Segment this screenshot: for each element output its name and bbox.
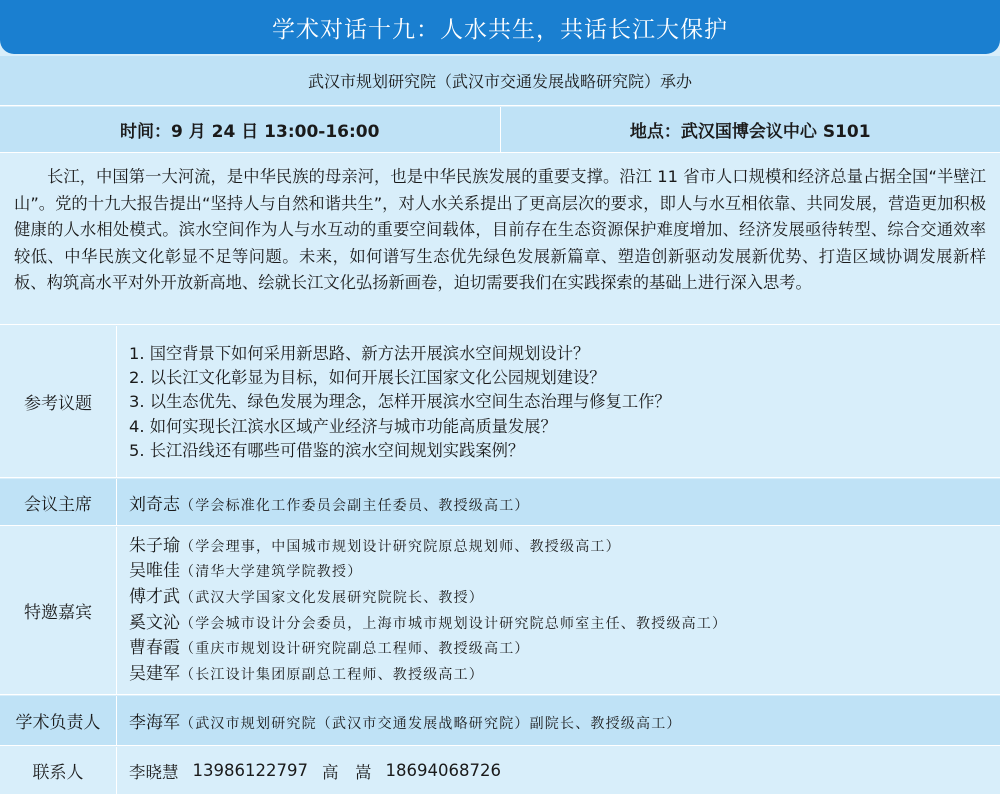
- contact-label: 联系人: [0, 747, 117, 794]
- organizer-line: 武汉市规划研究院（武汉市交通发展战略研究院）承办: [0, 56, 1000, 106]
- topics-row: [0, 326, 1000, 478]
- guest-entry: [129, 534, 1000, 560]
- chair-entry: [129, 490, 1000, 515]
- contact-person: 高 嵩: [321, 762, 372, 782]
- topic-item: 1. 国空背景下如何采用新思路、新方法开展滨水空间规划设计？: [129, 343, 590, 363]
- guest-entry: [129, 662, 1000, 688]
- topic-item: 2. 以长江文化彰显为目标，如何开展长江国家文化公园规划建设？: [129, 368, 606, 388]
- guest-name: 奚文沁: [129, 612, 180, 633]
- guest-entry: [129, 636, 1000, 662]
- lead-label: 学术负责人: [0, 696, 117, 745]
- event-location: 地点：武汉国博会议中心 S101: [500, 107, 1000, 152]
- contact-person: 李晓慧: [129, 762, 179, 782]
- guest-desc: （长江设计集团原副总工程师、教授级高工）: [180, 666, 484, 683]
- academic-lead-row: [0, 696, 1000, 746]
- guest-entry: [129, 585, 1000, 611]
- chair-label: 会议主席: [0, 479, 117, 525]
- chair-desc: （学会标准化工作委员会副主任委员、教授级高工）: [180, 497, 530, 514]
- guests-label: 特邀嘉宾: [0, 527, 117, 694]
- chair-row: [0, 479, 1000, 526]
- guest-desc: （武汉大学国家文化发展研究院院长、教授）: [180, 589, 484, 606]
- topic-item: 4. 如何实现长江滨水区域产业经济与城市功能高质量发展？: [129, 416, 557, 436]
- lead-name: 李海军: [129, 713, 180, 733]
- topics-list: [117, 326, 1000, 477]
- guest-entry: [129, 611, 1000, 637]
- intro-paragraph: 长江，中国第一大河流，是中华民族的母亲河，也是中华民族发展的重要支撑。沿江 11 省市人口规模和经济总量占据全国“半壁江山”。党的十九大报告提出“坚持人与自然和谐共生”，对人水关系提出了更高层次的要求，即人与水互相依靠、共同发展，营造更加积极健康的人水相处模式。滨水空间作为人与水互动的重要空间载体，目前存在生态资源保护难度增加、经济发展亟待转型、综合交通效率较低、中华民族文化彰显不足等问题。未来，如何谱写生态优先绿色发展新篇章、塑造创新驱动发展新优势、打造区域协调发展新样板、构筑高水平对外开放新高地、绘就长江文化弘扬新画卷，迫切需要我们在实践探索的基础上进行深入思考。: [0, 154, 1000, 325]
- guest-desc: （学会城市设计分会委员，上海市城市规划设计研究院总师室主任、教授级高工）: [180, 615, 728, 632]
- contact-phone: 18694068726: [385, 761, 501, 780]
- guest-entry: [129, 559, 1000, 585]
- chair-name: 刘奇志: [129, 494, 180, 515]
- guest-name: 朱子瑜: [129, 535, 180, 556]
- guest-desc: （学会理事，中国城市规划设计研究院原总规划师、教授级高工）: [180, 538, 621, 555]
- time-location-row: [0, 107, 1000, 153]
- lead-entry: [129, 708, 1000, 733]
- contact-row: [0, 747, 1000, 794]
- page-title: 学术对话十九：人水共生，共话长江大保护: [0, 0, 1000, 54]
- guests-list: [117, 527, 1000, 694]
- topic-item: 3. 以生态优先、绿色发展为理念，怎样开展滨水空间生态治理与修复工作？: [129, 392, 671, 412]
- guest-desc: （清华大学建筑学院教授）: [180, 564, 363, 581]
- guest-name: 吴唯佳: [129, 561, 180, 582]
- lead-desc: （武汉市规划研究院（武汉市交通发展战略研究院）副院长、教授级高工）: [180, 716, 682, 732]
- topic-item: 5. 长江沿线还有哪些可借鉴的滨水空间规划实践案例？: [129, 440, 525, 460]
- guest-name: 吴建军: [129, 663, 180, 684]
- topics-label: 参考议题: [0, 326, 117, 477]
- guest-name: 傅才武: [129, 586, 180, 607]
- guest-name: 曹春霞: [129, 638, 180, 659]
- contact-phone: 13986122797: [192, 761, 308, 780]
- guests-row: [0, 527, 1000, 695]
- event-time: 时间：9 月 24 日 13:00-16:00: [120, 122, 380, 142]
- guest-desc: （重庆市规划设计研究院副总工程师、教授级高工）: [180, 641, 530, 658]
